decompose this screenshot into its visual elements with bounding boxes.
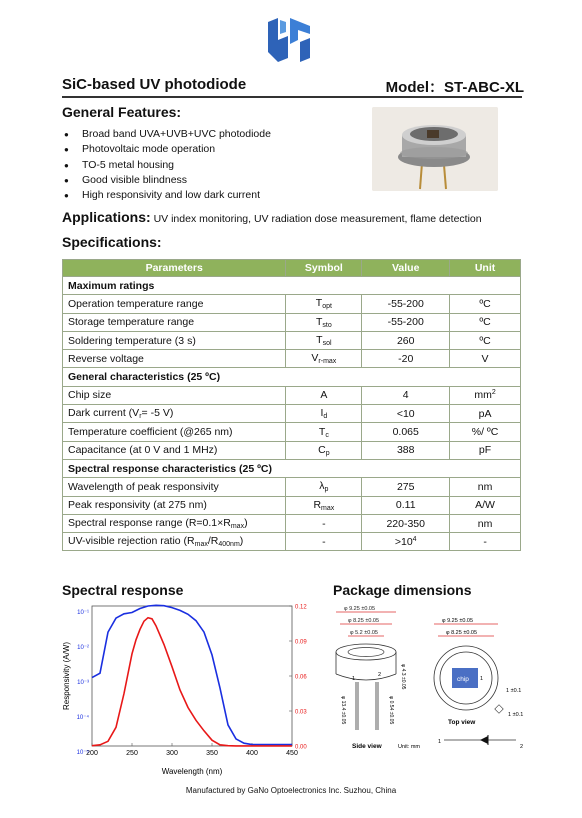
value-cell: <10 — [362, 405, 450, 423]
table-row — [63, 295, 521, 313]
param-cell: Operation temperature range — [63, 295, 286, 313]
table-row — [63, 514, 521, 532]
y-left-tick-label: 10⁻¹ — [77, 610, 89, 616]
param-cell: Capacitance (at 0 V and 1 MHz) — [63, 441, 286, 459]
value-cell: -55-200 — [362, 295, 450, 313]
x-tick-label: 200 — [86, 750, 98, 757]
dim-label: φ 0.54 ±0.05 — [388, 696, 394, 725]
pin-label: 1 — [480, 676, 484, 682]
unit-cell: ºC — [450, 313, 521, 331]
y-right-tick-label: 0.09 — [295, 639, 307, 646]
feature-item: ● Photovoltaic mode operation — [62, 142, 271, 157]
table-row — [63, 423, 521, 441]
x-tick-label: 400 — [246, 750, 258, 757]
symbol-cell: $R_{max}$ — [286, 496, 362, 514]
param-cell: Chip size — [63, 386, 286, 404]
x-tick-label: 350 — [206, 750, 218, 757]
group-title: Maximum ratings — [63, 277, 521, 295]
value-cell: 0.11 — [362, 496, 450, 514]
feature-item: ● TO-5 metal housing — [62, 158, 271, 173]
features-list — [62, 127, 271, 203]
symbol-cell: $T_{opt}$ — [286, 295, 362, 313]
unit-cell: nm — [450, 478, 521, 496]
symbol-cell: $T_c$ — [286, 423, 362, 441]
unit-cell: V — [450, 350, 521, 368]
pin-label: 2 — [520, 744, 524, 750]
specifications-heading: Specifications: — [62, 234, 162, 250]
value-cell: -55-200 — [362, 313, 450, 331]
table-row — [63, 405, 521, 423]
table-row — [63, 313, 521, 331]
symbol-cell: $I_d$ — [286, 405, 362, 423]
specifications-table — [62, 259, 521, 551]
x-tick-label: 300 — [166, 750, 178, 757]
dim-label: φ 9.25 ±0.05 — [442, 618, 474, 624]
pin-label: 1 — [438, 739, 442, 745]
x-tick-label: 450 — [286, 750, 298, 757]
product-photo — [372, 107, 498, 191]
value-cell: 4 — [362, 386, 450, 404]
y-axis-label: Responsivity (A/W) — [62, 641, 71, 711]
symbol-cell: $T_{sol}$ — [286, 331, 362, 349]
side-view-label: Side view — [352, 743, 382, 750]
model-number: Model：ST-ABC-XL — [385, 79, 524, 96]
param-cell: Storage temperature range — [63, 313, 286, 331]
symbol-cell: - — [286, 514, 362, 532]
table-row — [63, 441, 521, 459]
table-row — [63, 496, 521, 514]
symbol-cell: $\lambda_p$ — [286, 478, 362, 496]
y-left-tick-label: 10⁻³ — [77, 680, 89, 686]
unit-cell: ºC — [450, 331, 521, 349]
side-view-drawing — [336, 606, 420, 750]
dim-label: φ 8.25 ±0.05 — [348, 618, 380, 624]
unit-cell: ºC — [450, 295, 521, 313]
product-title: SiC-based UV photodiode — [62, 76, 247, 93]
table-row — [63, 386, 521, 404]
x-axis-label: Wavelength (nm) — [161, 767, 223, 776]
group-title: Spectral response characteristics (25 ºC) — [63, 459, 521, 477]
table-row — [63, 350, 521, 368]
y-right-tick-label: 0.03 — [295, 709, 307, 716]
top-view-label: Top view — [448, 719, 476, 726]
company-logo — [264, 18, 314, 62]
symbol-cell: - — [286, 533, 362, 551]
param-cell: Spectral response range $(R=0.1\times R_{max})$ — [63, 514, 286, 532]
header-symbol: Symbol — [286, 260, 362, 277]
feature-item: ● High responsivity and low dark current — [62, 188, 271, 203]
applications-text: UV index monitoring, UV radiation dose measurement, flame detection — [153, 213, 482, 225]
unit-cell: - — [450, 533, 521, 551]
param-cell: UV-visible rejection ratio $(R_{max}/R_{400nm})$ — [63, 533, 286, 551]
applications-line — [62, 209, 482, 225]
symbol-cell: $V_{r-max}$ — [286, 350, 362, 368]
table-row — [63, 478, 521, 496]
footer: Manufactured by GaNo Optoelectronics Inc. Suzhou, China — [185, 786, 397, 795]
spectral-response-heading: Spectral response — [62, 582, 184, 598]
value-cell: 260 — [362, 331, 450, 349]
param-cell: Wavelength of peak responsivity — [63, 478, 286, 496]
package-drawing — [330, 600, 530, 758]
dim-label: φ 9.25 ±0.05 — [344, 606, 376, 612]
unit-cell: nm — [450, 514, 521, 532]
dim-label: φ 4.3 ±0.05 — [400, 664, 406, 690]
unit-cell: A/W — [450, 496, 521, 514]
applications-label: Applications: — [62, 209, 151, 225]
y-left-tick-label: 10⁻² — [77, 645, 89, 651]
param-cell: Soldering temperature (3 s) — [63, 331, 286, 349]
feature-item: ● Good visible blindness — [62, 173, 271, 188]
unit-cell: pF — [450, 441, 521, 459]
value-cell: 220-350 — [362, 514, 450, 532]
dim-label: φ 13.4 ±0.05 — [340, 696, 346, 725]
unit-cell: pA — [450, 405, 521, 423]
value-cell: $>10^4$ — [362, 533, 450, 551]
y-left-tick-label: 10⁻⁴ — [76, 715, 89, 721]
header-value: Value — [362, 260, 450, 277]
group-title: General characteristics (25 ºC) — [63, 368, 521, 386]
value-cell: 275 — [362, 478, 450, 496]
unit-label: Unit: mm — [398, 744, 420, 750]
symbol-cell: A — [286, 386, 362, 404]
feature-item: ● Broad band UVA+UVB+UVC photodiode — [62, 127, 271, 142]
param-cell: Peak responsivity (at 275 nm) — [63, 496, 286, 514]
header-unit: Unit — [450, 260, 521, 277]
pin-label: 1 — [352, 676, 356, 682]
y-right-tick-label: 0.06 — [295, 674, 307, 681]
unit-cell: %/ ºC — [450, 423, 521, 441]
table-row — [63, 533, 521, 551]
param-cell: Dark current ($V_r= -5$ V) — [63, 405, 286, 423]
dim-label: φ 5.2 ±0.05 — [350, 630, 378, 636]
value-cell: -20 — [362, 350, 450, 368]
chip-label: chip — [457, 676, 469, 683]
dim-label: 1 ±0.1 — [506, 688, 522, 694]
table-header-row — [63, 260, 521, 277]
pin-label: 2 — [378, 672, 382, 678]
value-cell: 0.065 — [362, 423, 450, 441]
value-cell: 388 — [362, 441, 450, 459]
header-parameters: Parameters — [63, 260, 286, 277]
package-heading: Package dimensions — [333, 582, 472, 598]
dim-label: 1 ±0.1 — [508, 712, 524, 718]
dim-label: φ 8.25 ±0.05 — [446, 630, 478, 636]
unit-cell: $mm^2$ — [450, 386, 521, 404]
y-left-tick-label: 10⁻⁵ — [76, 750, 89, 756]
param-cell: Temperature coefficient (@265 nm) — [63, 423, 286, 441]
table-row — [63, 331, 521, 349]
features-heading: General Features: — [62, 104, 182, 120]
x-tick-label: 250 — [126, 750, 138, 757]
symbol-cell: $T_{sto}$ — [286, 313, 362, 331]
y-right-tick-label: 0.12 — [295, 604, 307, 611]
spectral-response-chart — [62, 598, 320, 780]
top-view-drawing — [434, 618, 523, 750]
param-cell: Reverse voltage — [63, 350, 286, 368]
y-right-tick-label: 0.00 — [295, 744, 307, 751]
header-divider — [62, 96, 522, 98]
symbol-cell: $C_p$ — [286, 441, 362, 459]
